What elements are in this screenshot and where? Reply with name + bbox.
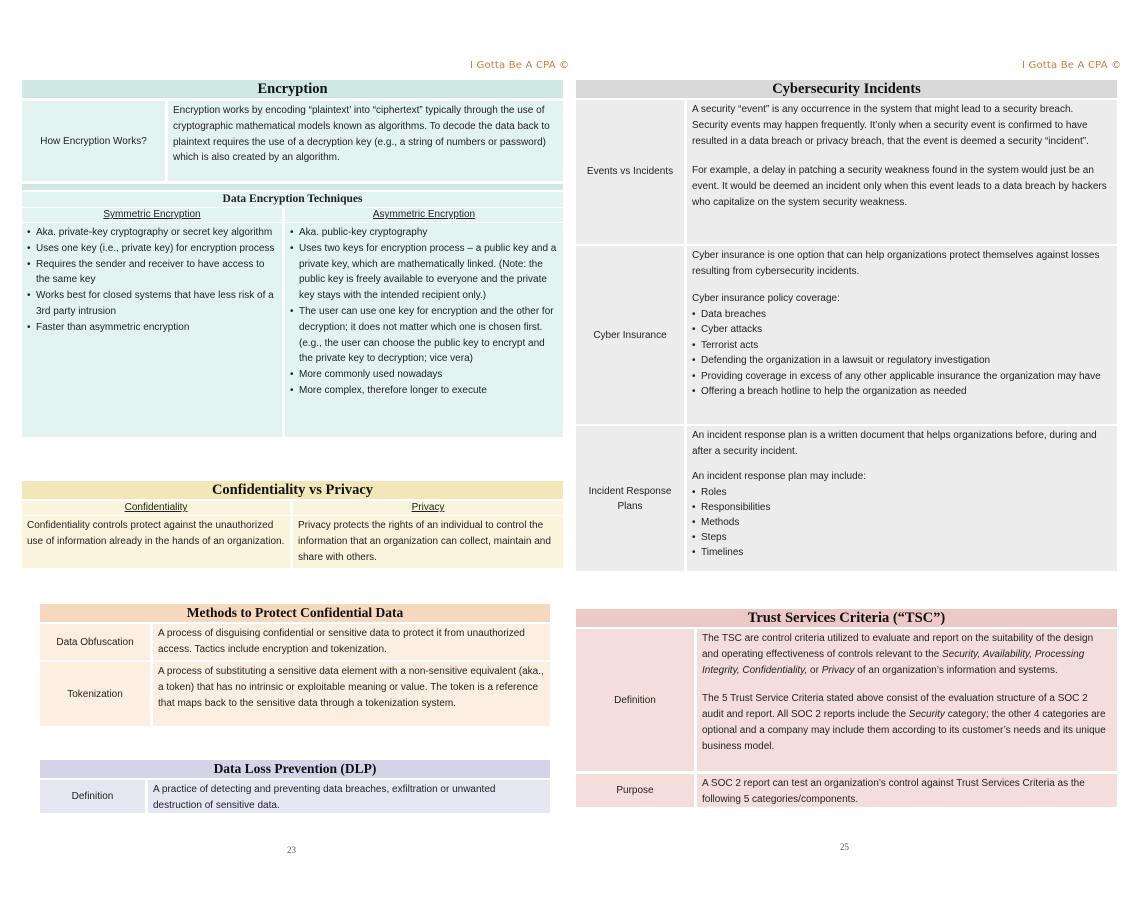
encryption-title: Encryption	[22, 80, 563, 98]
list-item: • Steps	[692, 530, 1112, 545]
asymmetric-header: Asymmetric Encryption	[285, 208, 563, 222]
list-item: • Terrorist acts	[692, 338, 1112, 354]
tsc-definition-text	[697, 629, 1117, 771]
list-item: • Requires the sender and receiver to have access to the same key	[27, 257, 277, 289]
list-item: • Roles	[692, 485, 1112, 500]
list-item: • More commonly used nowadays	[290, 367, 558, 383]
paragraph: The 5 Trust Service Criteria stated above consist of the evaluation structure of a SOC 2 audit and report. All SOC 2 reports include the Security category; the other 4 categories are optional and a company may include them according to its customer’s needs and its unique business model.	[702, 693, 1106, 752]
confidentiality-header: Confidentiality	[22, 501, 290, 515]
paragraph: Cyber insurance is one option that can help organizations protect themselves against losses resulting from cybersecurity incidents.	[692, 250, 1100, 277]
dlp-definition-text: A practice of detecting and preventing data breaches, exfiltration or unwanted destruction of sensitive data.	[148, 780, 550, 813]
list-item: • Responsibilities	[692, 500, 1112, 515]
list-item: • Faster than asymmetric encryption	[27, 320, 277, 336]
events-vs-incidents-text	[687, 100, 1117, 244]
list-item: • The user can use one key for encryption and the other for decryption; it does not matter which one is chosen first. (e.g., the user can choose the public key to encrypt and the private key to decryption; vice vera)	[290, 304, 558, 367]
tsc-purpose-text: A SOC 2 report can test an organization’s control against Trust Services Criteria as the following 5 categories/components.	[697, 774, 1117, 807]
paragraph: An incident response plan is a written document that helps organizations before, during and after a security incident.	[692, 430, 1097, 457]
privacy-text: Privacy protects the rights of an individual to control the information that an organization can collect, maintain and share with others.	[293, 516, 563, 568]
list-item: • Works best for closed systems that have less risk of a 3rd party intrusion	[27, 288, 277, 320]
dlp-section	[40, 760, 550, 813]
list-item: • Methods	[692, 515, 1112, 530]
list-item: • Offering a breach hotline to help the organization as needed	[692, 384, 1112, 400]
dlp-title: Data Loss Prevention (DLP)	[40, 760, 550, 778]
symmetric-list	[22, 223, 282, 437]
methods-title: Methods to Protect Confidential Data	[40, 604, 550, 622]
list-item: • Uses one key (i.e., private key) for encryption process	[27, 241, 277, 257]
data-obfuscation-label: Data Obfuscation	[40, 624, 150, 660]
tsc-title: Trust Services Criteria (“TSC”)	[576, 609, 1117, 627]
symmetric-header: Symmetric Encryption	[22, 208, 282, 222]
privacy-header: Privacy	[293, 501, 563, 515]
list-item: • Cyber attacks	[692, 322, 1112, 338]
cyber-insurance-text	[687, 246, 1117, 424]
list-item: • Aka. private-key cryptography or secret key algorithm	[27, 225, 277, 241]
incident-response-text	[687, 426, 1117, 571]
paragraph: A security “event” is any occurrence in the system that might lead to a security breach. Security events may happen frequently. It’only when a security event is confirmed to have resulted in a data breach or privacy breach, that the event is deemed a security “incident”.	[692, 104, 1089, 147]
tokenization-label: Tokenization	[40, 662, 150, 726]
brand-logo-right: I Gotta Be A CPA ©	[1022, 60, 1122, 71]
page-number-left: 23	[287, 845, 296, 855]
page-number-right: 25	[840, 842, 849, 852]
tokenization-text: A process of substituting a sensitive data element with a non-sensitive equivalent (aka., a token) that has no intrinsic or exploitable meaning or value. The token is a reference that maps back to the sensitive data through a tokenization system.	[153, 662, 550, 726]
dlp-definition-label: Definition	[40, 780, 145, 813]
list-item: • Timelines	[692, 545, 1112, 560]
methods-section	[40, 604, 550, 726]
how-encryption-text: Encryption works by encoding “plaintext’ into “ciphertext” typically through the use of cryptographic mathematical models known as algorithms. To decode the data back to plaintext requires the use of a decryption key (e.g., a string of numbers or password) which is also created by an algorithm.	[168, 101, 563, 181]
incidents-title: Cybersecurity Incidents	[576, 80, 1117, 98]
events-vs-incidents-label: Events vs Incidents	[576, 100, 684, 244]
confidentiality-text: Confidentiality controls protect against the unauthorized use of information already in the hands of an organization.	[22, 516, 290, 568]
confidentiality-title: Confidentiality vs Privacy	[22, 481, 563, 499]
techniques-title: Data Encryption Techniques	[22, 192, 563, 207]
paragraph: The TSC are control criteria utilized to evaluate and report on the suitability of the design and operating effectiveness of controls relevant to the Security, Availability, Processing Integrity, Confidentiality, or Privacy of an organization’s information and systems.	[702, 633, 1094, 676]
asymmetric-list	[285, 223, 563, 437]
list-item: • Aka. public-key cryptography	[290, 225, 558, 241]
data-obfuscation-text: A process of disguising confidential or sensitive data to protect it from unauthorized access. Tactics include encryption and tokenization.	[153, 624, 550, 660]
tsc-definition-label: Definition	[576, 629, 694, 771]
paragraph: For example, a delay in patching a security weakness found in the system would just be an event. It would be deemed an incident only when this event leads to a data breach by hackers who capitalize on the system security weakness.	[692, 165, 1107, 208]
list-item: • Providing coverage in excess of any other applicable insurance the organization may have	[692, 369, 1112, 385]
list-item: • Data breaches	[692, 307, 1112, 323]
paragraph: Cyber insurance policy coverage:	[692, 293, 840, 304]
brand-logo-left: I Gotta Be A CPA ©	[470, 60, 570, 71]
tsc-purpose-label: Purpose	[576, 774, 694, 807]
incidents-section	[576, 80, 1117, 571]
how-encryption-label: How Encryption Works?	[22, 101, 165, 181]
encryption-section	[22, 80, 563, 437]
list-item: • Defending the organization in a lawsuit or regulatory investigation	[692, 353, 1112, 369]
list-item: • Uses two keys for encryption process – a public key and a private key, which are mathematically linked. (Note: the public key is freely available to everyone and the private key stays with the intended recipient only.)	[290, 241, 558, 304]
tsc-section	[576, 609, 1117, 807]
paragraph: An incident response plan may include:	[692, 471, 866, 482]
incident-response-label: Incident Response Plans	[576, 426, 684, 571]
cyber-insurance-label: Cyber Insurance	[576, 246, 684, 424]
list-item: • More complex, therefore longer to execute	[290, 383, 558, 399]
confidentiality-section	[22, 481, 563, 568]
